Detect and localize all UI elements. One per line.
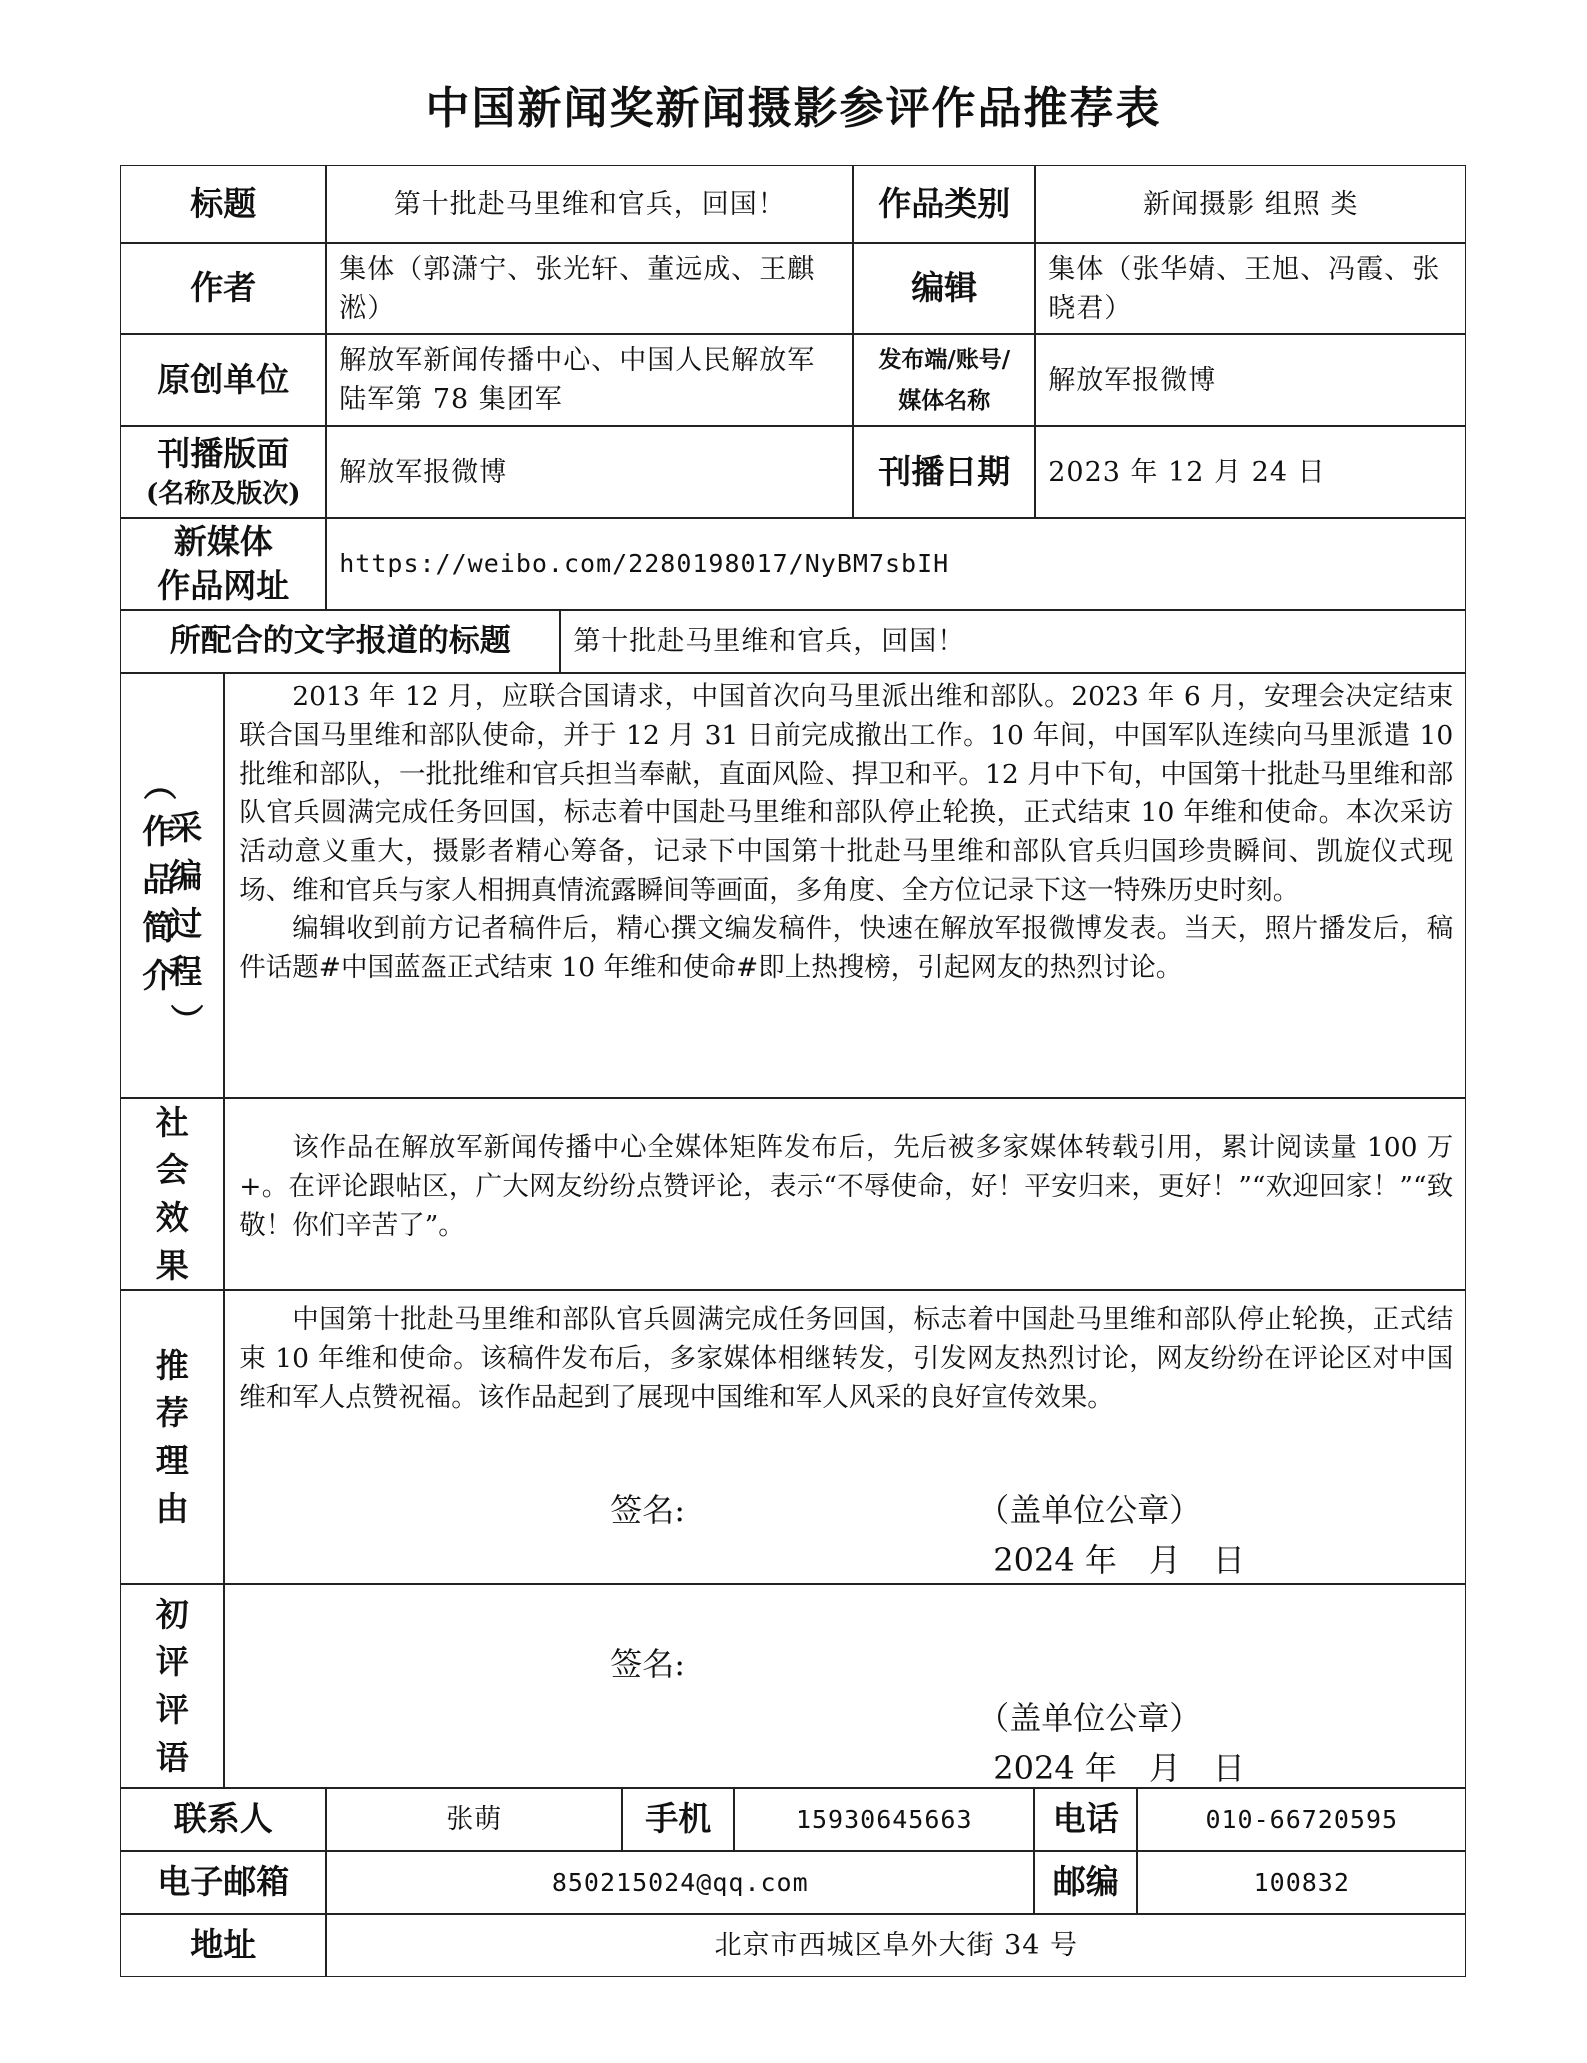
social-effect-label (120, 1098, 224, 1290)
url-label (120, 518, 326, 610)
publish-date-label: 刊播日期 (853, 426, 1035, 518)
url-label-line1: 新媒体 (173, 521, 273, 561)
url-label-line2: 作品网址 (157, 566, 290, 606)
original-unit-label: 原创单位 (120, 334, 326, 426)
process-char-4: 介 (142, 955, 176, 995)
publish-date-value: 2023 年 12 月 24 日 (1035, 426, 1466, 518)
process-char-2: 品 (142, 859, 176, 899)
review-char-2: 评 (155, 1642, 189, 1682)
review-char-3: 评 (155, 1690, 189, 1730)
platform-label-line1: 发布端/账号/ (878, 345, 1011, 373)
process-paren-open: （ (139, 767, 179, 801)
editor-label: 编辑 (853, 243, 1035, 334)
process-char-3: 简 (142, 907, 176, 947)
mobile-value: 15930645663 (734, 1788, 1034, 1851)
postcode-label: 邮编 (1034, 1851, 1137, 1914)
editor-value: 集体（张华婧、王旭、冯霞、张晓君） (1035, 243, 1466, 334)
review-char-1: 初 (155, 1594, 189, 1634)
social-char-1: 社 (155, 1102, 189, 1142)
reason-char-3: 理 (155, 1441, 189, 1481)
process-content (224, 673, 1466, 1098)
author-label: 作者 (120, 243, 326, 334)
process-char-5: 采 (169, 808, 203, 848)
related-title-label: 所配合的文字报道的标题 (120, 610, 560, 673)
mobile-label: 手机 (622, 1788, 734, 1851)
edition-label-line1: 刊播版面 (157, 434, 290, 474)
process-label (120, 673, 224, 1098)
headline-label: 标题 (120, 165, 326, 243)
category-label: 作品类别 (853, 165, 1035, 243)
review-content (224, 1584, 1466, 1788)
social-effect-content (224, 1098, 1466, 1290)
review-stamp: （盖单位公章） (977, 1699, 1202, 1738)
headline-value: 第十批赴马里维和官兵，回国！ (326, 165, 853, 243)
reason-content (224, 1290, 1466, 1584)
address-label: 地址 (120, 1914, 326, 1977)
edition-label (120, 426, 326, 518)
recommendation-form (121, 166, 1467, 1981)
platform-label-line2: 媒体名称 (898, 387, 991, 415)
social-effect-text: 该作品在解放军新闻传播中心全媒体矩阵发布后，先后被多家媒体转载引用，累计阅读量 100 万+。在评论跟帖区，广大网友纷纷点赞评论，表示“不辱使命，好！平安归来，更好！”“欢迎回家！”“致敬！你们辛苦了”。 (239, 1132, 1454, 1241)
category-value: 新闻摄影 组照 类 (1035, 165, 1466, 243)
process-paren-close: ） (166, 1003, 206, 1037)
reason-stamp: （盖单位公章） (977, 1491, 1202, 1530)
url-value[interactable]: https://weibo.com/2280198017/NyBM7sbIH (326, 518, 1466, 610)
reason-char-4: 由 (155, 1489, 189, 1529)
reason-label (120, 1290, 224, 1584)
reason-char-2: 荐 (155, 1393, 189, 1433)
postcode-value: 100832 (1137, 1851, 1466, 1914)
email-value[interactable]: 850215024@qq.com (326, 1851, 1034, 1914)
review-sign: 签名: (610, 1645, 686, 1684)
phone-label: 电话 (1034, 1788, 1137, 1851)
social-char-3: 效 (155, 1198, 189, 1238)
edition-label-line2: (名称及版次) (145, 478, 301, 509)
reason-char-1: 推 (155, 1345, 189, 1385)
related-title-value: 第十批赴马里维和官兵，回国！ (560, 610, 1466, 673)
reason-text: 中国第十批赴马里维和部队官兵圆满完成任务回国，标志着中国赴马里维和部队停止轮换，正式结束 10 年维和使命。该稿件发布后，多家媒体相继转发，引发网友热烈讨论，网友纷纷在评论区对中国维和军人点赞祝福。该作品起到了展现中国维和军人风采的良好宣传效果。 (239, 1304, 1454, 1413)
phone-value: 010-66720595 (1137, 1788, 1466, 1851)
review-char-4: 语 (155, 1738, 189, 1778)
review-label (120, 1584, 224, 1788)
process-char-6: 编 (169, 856, 203, 896)
original-unit-value: 解放军新闻传播中心、中国人民解放军陆军第 78 集团军 (326, 334, 853, 426)
process-paragraph-1: 2013 年 12 月，应联合国请求，中国首次向马里派出维和部队。2023 年 6 月，安理会决定结束联合国马里维和部队使命，并于 12 月 31 日前完成撤出工作。10 年间，中国军队连续向马里派遣 10 批维和部队，一批批维和官兵担当奉献，直面风险、捍卫和平。12 月中下旬，中国第十批赴马里维和部队官兵圆满完成任务回国，标志着中国赴马里维和部队停止轮换，正式结束 10 年维和使命。本次采访活动意义重大，摄影者精心筹备，记录下中国第十批赴马里维和部队官兵归国珍贵瞬间、凯旋仪式现场、维和官兵与家人相拥真情流露瞬间等画面，多角度、全方位记录下这一特殊历史时刻。 (239, 681, 1454, 906)
review-date: 2024 年 月 日 (993, 1749, 1245, 1788)
social-char-4: 果 (155, 1246, 189, 1286)
author-value: 集体（郭潇宁、张光轩、董远成、王麒淞） (326, 243, 853, 334)
process-char-8: 程 (169, 951, 203, 991)
process-paragraph-2: 编辑收到前方记者稿件后，精心撰文编发稿件，快速在解放军报微博发表。当天，照片播发后，稿件话题#中国蓝盔正式结束 10 年维和使命#即上热搜榜，引起网友的热烈讨论。 (239, 913, 1454, 984)
page-title: 中国新闻奖新闻摄影参评作品推荐表 (425, 83, 1162, 134)
social-char-2: 会 (155, 1150, 189, 1190)
platform-label (853, 334, 1035, 426)
reason-date: 2024 年 月 日 (993, 1541, 1245, 1580)
address-value: 北京市西城区阜外大街 34 号 (326, 1914, 1466, 1977)
contact-label: 联系人 (120, 1788, 326, 1851)
platform-value: 解放军报微博 (1035, 334, 1466, 426)
process-char-7: 过 (169, 903, 203, 943)
email-label: 电子邮箱 (120, 1851, 326, 1914)
contact-value: 张萌 (326, 1788, 622, 1851)
edition-value: 解放军报微博 (326, 426, 853, 518)
reason-sign: 签名: (610, 1491, 686, 1530)
process-char-1: 作 (142, 812, 176, 852)
